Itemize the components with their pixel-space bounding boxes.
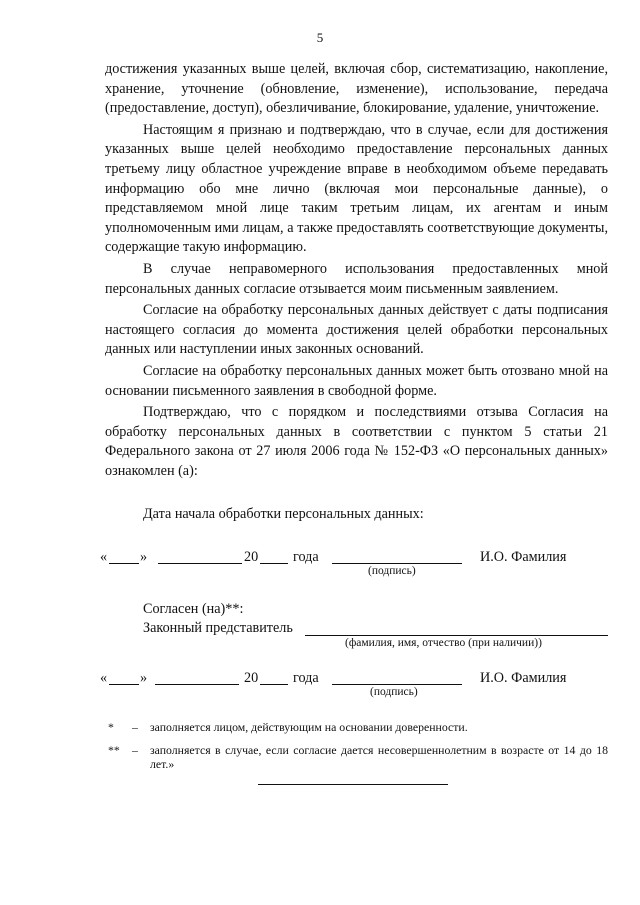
footnote-dash: – xyxy=(132,742,138,757)
footnotes xyxy=(108,720,608,780)
month-blank[interactable] xyxy=(158,549,242,564)
signer-name: И.О. Фамилия xyxy=(480,670,567,686)
year-blank[interactable] xyxy=(260,670,288,685)
date-open-quote: « xyxy=(100,670,108,686)
year-prefix: 20 xyxy=(244,670,259,686)
footnote-single-asterisk xyxy=(108,720,608,735)
footnote-mark: ** xyxy=(108,742,120,757)
footnote-mark: * xyxy=(108,720,114,734)
year-word: года xyxy=(293,549,319,565)
end-of-document-rule xyxy=(258,784,448,785)
signature-row-representative xyxy=(100,670,620,706)
date-close-quote: » xyxy=(140,670,148,686)
footnote-double-asterisk xyxy=(108,743,608,772)
footnote-text: заполняется лицом, действующим на основании доверенности. xyxy=(150,720,468,734)
legal-representative-blank[interactable] xyxy=(305,635,608,636)
day-blank[interactable] xyxy=(109,670,139,685)
footnote-dash: – xyxy=(132,720,138,734)
day-blank[interactable] xyxy=(109,549,139,564)
paragraph-withdrawal: Согласие на обработку персональных данных может быть отозвано мной на основании письменного заявления в свободной форме. xyxy=(105,362,608,399)
footnote-text: заполняется в случае, если согласие дается несовершеннолетним в возрасте от 14 до 18 лет.» xyxy=(150,742,608,771)
year-word: года xyxy=(293,670,319,686)
representative-name-caption: (фамилия, имя, отчество (при наличии)) xyxy=(345,637,542,649)
agreement-title: Согласен (на)**: xyxy=(143,601,244,617)
paragraph-third-party-transfer: Настоящим я признаю и подтверждаю, что в случае, если для достижения указанных выше целей необходимо предоставление персональных данных третьему лицу областное учреждение вправе в необходимом объеме передавать информацию обо мне лично (включая мои персональные данные), о представляемом мной лице таким третьим лицам, их агентам и иным уполномоченным ими лицам, а также предоставлять соответствующие документы, содержащие такую информацию. xyxy=(105,121,608,256)
paragraph-acknowledgement: Подтверждаю, что с порядком и последствиями отзыва Согласия на обработку персональных данных в соответствии с пунктом 5 статьи 21 Федерального закона от 27 июля 2006 года № 152-ФЗ «О персональных данных» ознакомлен (а): xyxy=(105,404,608,479)
page-number: 5 xyxy=(316,30,324,45)
paragraph-validity-period: Согласие на обработку персональных данных действует с даты подписания настоящего согласия до момента достижения целей обработки персональных данных или наступлении иных законных оснований. xyxy=(105,302,608,358)
year-blank[interactable] xyxy=(260,549,288,564)
signature-row-subject xyxy=(100,549,620,585)
signature-blank[interactable] xyxy=(332,549,462,564)
processing-start-date-title: Дата начала обработки персональных данных: xyxy=(143,506,424,522)
month-blank[interactable] xyxy=(155,670,239,685)
date-open-quote: « xyxy=(100,549,108,565)
signature-caption: (подпись) xyxy=(368,565,416,577)
signature-caption: (подпись) xyxy=(370,686,418,698)
consent-body xyxy=(105,60,608,483)
paragraph-revocation-on-misuse: В случае неправомерного использования предоставленных мной персональных данных согласие отзывается моим письменным заявлением. xyxy=(105,260,608,297)
legal-representative-label: Законный представитель xyxy=(143,620,293,636)
year-prefix: 20 xyxy=(244,549,259,565)
signature-blank[interactable] xyxy=(332,670,462,685)
paragraph-processing-actions: достижения указанных выше целей, включая сбор, систематизацию, накопление, хранение, уточнение (обновление, изменение), использование, передача (предоставление, доступ), обезличивание, блокирование, удаление, уничтожение. xyxy=(105,61,608,117)
date-close-quote: » xyxy=(140,549,148,565)
signer-name: И.О. Фамилия xyxy=(480,549,567,565)
